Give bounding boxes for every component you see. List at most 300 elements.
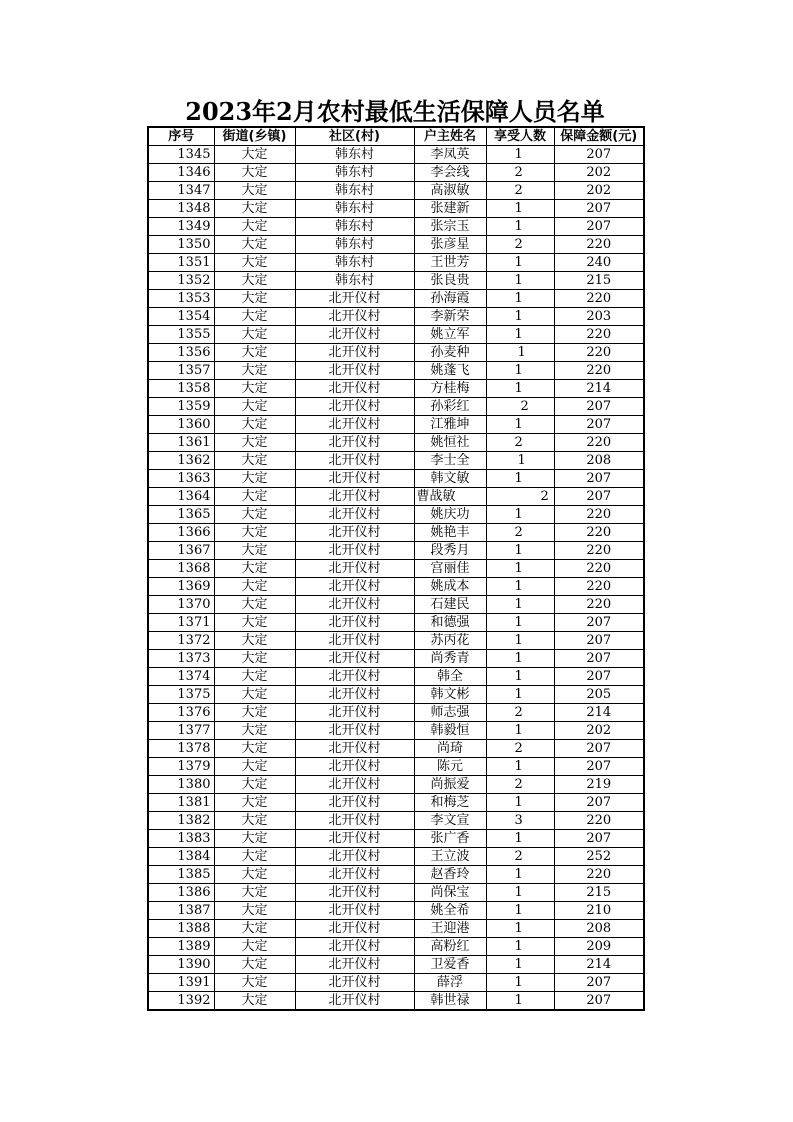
table-row <box>148 848 644 866</box>
beneficiary-count-cell: 1 <box>486 452 554 470</box>
householder-name-cell: 尚秀青 <box>414 650 486 668</box>
householder-name-cell: 姚全希 <box>414 902 486 920</box>
community-village-cell: 北开仪村 <box>295 848 414 866</box>
beneficiary-count-cell: 2 <box>486 236 554 254</box>
community-village-cell: 北开仪村 <box>295 794 414 812</box>
benefit-amount-cell: 207 <box>554 200 644 218</box>
street-town-cell: 大定 <box>214 326 295 344</box>
householder-name-cell: 韩世禄 <box>414 992 486 1011</box>
benefit-amount-cell: 220 <box>554 344 644 362</box>
benefit-amount-cell: 220 <box>554 434 644 452</box>
serial-number-cell: 1349 <box>148 218 214 236</box>
benefit-amount-cell: 240 <box>554 254 644 272</box>
householder-name-cell: 姚庆功 <box>414 506 486 524</box>
table-row <box>148 164 644 182</box>
serial-number-cell: 1364 <box>148 488 214 506</box>
street-town-cell: 大定 <box>214 200 295 218</box>
householder-name-cell: 姚蓬飞 <box>414 362 486 380</box>
street-town-cell: 大定 <box>214 452 295 470</box>
street-town-cell: 大定 <box>214 146 295 164</box>
table-row <box>148 146 644 164</box>
street-town-cell: 大定 <box>214 902 295 920</box>
street-town-cell: 大定 <box>214 650 295 668</box>
serial-number-cell: 1347 <box>148 182 214 200</box>
serial-number-cell: 1375 <box>148 686 214 704</box>
serial-number-cell: 1387 <box>148 902 214 920</box>
householder-name-cell: 宫丽佳 <box>414 560 486 578</box>
street-town-cell: 大定 <box>214 506 295 524</box>
street-town-cell: 大定 <box>214 686 295 704</box>
table-body <box>148 146 644 1011</box>
beneficiary-count-cell: 2 <box>486 182 554 200</box>
community-village-cell: 北开仪村 <box>295 830 414 848</box>
beneficiary-count-cell: 1 <box>486 470 554 488</box>
beneficiary-count-cell: 1 <box>486 272 554 290</box>
community-village-cell: 北开仪村 <box>295 956 414 974</box>
benefit-amount-cell: 207 <box>554 758 644 776</box>
table-row <box>148 938 644 956</box>
street-town-cell: 大定 <box>214 812 295 830</box>
street-town-cell: 大定 <box>214 182 295 200</box>
householder-name-cell: 江雅坤 <box>414 416 486 434</box>
householder-name-cell: 孙彩红 <box>414 398 486 416</box>
benefit-amount-cell: 205 <box>554 686 644 704</box>
benefit-recipients-table <box>147 126 645 1011</box>
serial-number-cell: 1368 <box>148 560 214 578</box>
householder-name-cell: 张建新 <box>414 200 486 218</box>
householder-name-cell: 张宗玉 <box>414 218 486 236</box>
serial-number-cell: 1361 <box>148 434 214 452</box>
serial-number-cell: 1377 <box>148 722 214 740</box>
beneficiary-count-cell: 2 <box>486 776 554 794</box>
benefit-amount-cell: 207 <box>554 470 644 488</box>
householder-name-cell: 尚琦 <box>414 740 486 758</box>
street-town-cell: 大定 <box>214 470 295 488</box>
street-town-cell: 大定 <box>214 704 295 722</box>
serial-number-cell: 1372 <box>148 632 214 650</box>
community-village-cell: 北开仪村 <box>295 470 414 488</box>
beneficiary-count-cell: 1 <box>486 938 554 956</box>
householder-name-cell: 王迎港 <box>414 920 486 938</box>
street-town-cell: 大定 <box>214 614 295 632</box>
table-row <box>148 596 644 614</box>
householder-name-cell: 陈元 <box>414 758 486 776</box>
street-town-cell: 大定 <box>214 542 295 560</box>
beneficiary-count-cell: 1 <box>486 254 554 272</box>
community-village-cell: 北开仪村 <box>295 488 414 506</box>
street-town-cell: 大定 <box>214 308 295 326</box>
beneficiary-count-cell: 3 <box>486 812 554 830</box>
street-town-cell: 大定 <box>214 218 295 236</box>
benefit-amount-cell: 215 <box>554 884 644 902</box>
beneficiary-count-cell: 1 <box>486 578 554 596</box>
street-town-cell: 大定 <box>214 380 295 398</box>
serial-number-cell: 1389 <box>148 938 214 956</box>
benefit-amount-cell: 207 <box>554 668 644 686</box>
community-village-cell: 北开仪村 <box>295 920 414 938</box>
householder-name-cell: 姚恒社 <box>414 434 486 452</box>
benefit-amount-cell: 220 <box>554 812 644 830</box>
beneficiary-count-cell: 1 <box>486 866 554 884</box>
community-village-cell: 北开仪村 <box>295 650 414 668</box>
serial-number-cell: 1345 <box>148 146 214 164</box>
serial-number-cell: 1391 <box>148 974 214 992</box>
benefit-amount-cell: 207 <box>554 398 644 416</box>
street-town-cell: 大定 <box>214 938 295 956</box>
community-village-cell: 北开仪村 <box>295 290 414 308</box>
street-town-cell: 大定 <box>214 632 295 650</box>
serial-number-cell: 1367 <box>148 542 214 560</box>
table-row <box>148 470 644 488</box>
householder-name-cell: 薛浮 <box>414 974 486 992</box>
householder-name-cell: 尚保宝 <box>414 884 486 902</box>
table-row <box>148 434 644 452</box>
street-town-cell: 大定 <box>214 524 295 542</box>
community-village-cell: 北开仪村 <box>295 542 414 560</box>
table-row <box>148 704 644 722</box>
benefit-amount-cell: 208 <box>554 920 644 938</box>
householder-name-cell: 张广香 <box>414 830 486 848</box>
benefit-amount-cell: 220 <box>554 524 644 542</box>
serial-number-cell: 1386 <box>148 884 214 902</box>
benefit-amount-cell: 208 <box>554 452 644 470</box>
table-row <box>148 992 644 1011</box>
benefit-amount-cell: 214 <box>554 380 644 398</box>
community-village-cell: 北开仪村 <box>295 398 414 416</box>
beneficiary-count-cell: 2 <box>486 434 554 452</box>
beneficiary-count-cell: 1 <box>486 290 554 308</box>
beneficiary-count-cell: 1 <box>486 326 554 344</box>
street-town-cell: 大定 <box>214 740 295 758</box>
beneficiary-count-cell: 1 <box>486 884 554 902</box>
serial-number-cell: 1370 <box>148 596 214 614</box>
table-row <box>148 614 644 632</box>
street-town-cell: 大定 <box>214 668 295 686</box>
householder-name-cell: 曹战敏 <box>414 488 486 506</box>
householder-name-cell: 张彦星 <box>414 236 486 254</box>
serial-number-cell: 1374 <box>148 668 214 686</box>
benefit-amount-cell: 207 <box>554 794 644 812</box>
serial-number-cell: 1378 <box>148 740 214 758</box>
table-row <box>148 416 644 434</box>
serial-number-cell: 1357 <box>148 362 214 380</box>
beneficiary-count-cell: 2 <box>486 524 554 542</box>
street-town-cell: 大定 <box>214 758 295 776</box>
community-village-cell: 北开仪村 <box>295 506 414 524</box>
serial-number-cell: 1354 <box>148 308 214 326</box>
community-village-cell: 北开仪村 <box>295 326 414 344</box>
benefit-amount-cell: 207 <box>554 632 644 650</box>
street-town-cell: 大定 <box>214 866 295 884</box>
table-row <box>148 506 644 524</box>
community-village-cell: 韩东村 <box>295 254 414 272</box>
table-row <box>148 668 644 686</box>
street-town-cell: 大定 <box>214 398 295 416</box>
street-town-cell: 大定 <box>214 884 295 902</box>
beneficiary-count-cell: 2 <box>486 704 554 722</box>
header-row <box>148 127 644 146</box>
serial-number-cell: 1363 <box>148 470 214 488</box>
street-town-cell: 大定 <box>214 830 295 848</box>
benefit-amount-cell: 220 <box>554 560 644 578</box>
community-village-cell: 北开仪村 <box>295 776 414 794</box>
table-row <box>148 578 644 596</box>
householder-name-cell: 韩毅恒 <box>414 722 486 740</box>
serial-number-cell: 1348 <box>148 200 214 218</box>
householder-name-cell: 王世芳 <box>414 254 486 272</box>
benefit-amount-cell: 207 <box>554 614 644 632</box>
street-town-cell: 大定 <box>214 434 295 452</box>
benefit-amount-cell: 207 <box>554 992 644 1011</box>
householder-name-cell: 师志强 <box>414 704 486 722</box>
beneficiary-count-cell: 2 <box>486 488 554 506</box>
street-town-cell: 大定 <box>214 272 295 290</box>
community-village-cell: 北开仪村 <box>295 758 414 776</box>
community-village-cell: 韩东村 <box>295 164 414 182</box>
benefit-amount-cell: 207 <box>554 650 644 668</box>
benefit-amount-cell: 202 <box>554 722 644 740</box>
benefit-amount-cell: 214 <box>554 956 644 974</box>
community-village-cell: 北开仪村 <box>295 452 414 470</box>
table-row <box>148 344 644 362</box>
table-row <box>148 794 644 812</box>
community-village-cell: 北开仪村 <box>295 524 414 542</box>
benefit-amount-cell: 220 <box>554 506 644 524</box>
serial-number-cell: 1373 <box>148 650 214 668</box>
table-row <box>148 632 644 650</box>
community-village-cell: 北开仪村 <box>295 632 414 650</box>
table-row <box>148 362 644 380</box>
serial-number-cell: 1369 <box>148 578 214 596</box>
serial-number-cell: 1362 <box>148 452 214 470</box>
street-town-cell: 大定 <box>214 596 295 614</box>
serial-number-cell: 1381 <box>148 794 214 812</box>
table-row <box>148 524 644 542</box>
serial-number-cell: 1353 <box>148 290 214 308</box>
benefit-amount-cell: 207 <box>554 416 644 434</box>
benefit-amount-cell: 207 <box>554 488 644 506</box>
householder-name-cell: 张良贵 <box>414 272 486 290</box>
table-row <box>148 290 644 308</box>
beneficiary-count-cell: 1 <box>486 218 554 236</box>
beneficiary-count-cell: 1 <box>486 686 554 704</box>
table-row <box>148 812 644 830</box>
householder-name-cell: 和梅芝 <box>414 794 486 812</box>
header-householder-name: 户主姓名 <box>414 127 486 146</box>
community-village-cell: 北开仪村 <box>295 560 414 578</box>
benefit-amount-cell: 209 <box>554 938 644 956</box>
serial-number-cell: 1352 <box>148 272 214 290</box>
table-row <box>148 200 644 218</box>
street-town-cell: 大定 <box>214 488 295 506</box>
beneficiary-count-cell: 2 <box>486 740 554 758</box>
householder-name-cell: 高粉红 <box>414 938 486 956</box>
community-village-cell: 北开仪村 <box>295 344 414 362</box>
benefit-amount-cell: 207 <box>554 740 644 758</box>
benefit-amount-cell: 220 <box>554 362 644 380</box>
householder-name-cell: 姚艳丰 <box>414 524 486 542</box>
benefit-amount-cell: 220 <box>554 236 644 254</box>
table-row <box>148 974 644 992</box>
benefit-amount-cell: 252 <box>554 848 644 866</box>
community-village-cell: 北开仪村 <box>295 740 414 758</box>
table-row <box>148 398 644 416</box>
community-village-cell: 北开仪村 <box>295 902 414 920</box>
beneficiary-count-cell: 1 <box>486 146 554 164</box>
benefit-amount-cell: 210 <box>554 902 644 920</box>
table-row <box>148 308 644 326</box>
street-town-cell: 大定 <box>214 344 295 362</box>
community-village-cell: 韩东村 <box>295 218 414 236</box>
street-town-cell: 大定 <box>214 722 295 740</box>
benefit-amount-cell: 220 <box>554 578 644 596</box>
table-row <box>148 272 644 290</box>
community-village-cell: 北开仪村 <box>295 380 414 398</box>
table-row <box>148 218 644 236</box>
beneficiary-count-cell: 1 <box>486 758 554 776</box>
community-village-cell: 北开仪村 <box>295 578 414 596</box>
serial-number-cell: 1355 <box>148 326 214 344</box>
street-town-cell: 大定 <box>214 974 295 992</box>
street-town-cell: 大定 <box>214 236 295 254</box>
serial-number-cell: 1376 <box>148 704 214 722</box>
table-row <box>148 542 644 560</box>
beneficiary-count-cell: 1 <box>486 380 554 398</box>
table-row <box>148 740 644 758</box>
householder-name-cell: 姚立军 <box>414 326 486 344</box>
beneficiary-count-cell: 1 <box>486 722 554 740</box>
table-row <box>148 560 644 578</box>
benefit-amount-cell: 207 <box>554 830 644 848</box>
table-row <box>148 902 644 920</box>
street-town-cell: 大定 <box>214 560 295 578</box>
community-village-cell: 北开仪村 <box>295 866 414 884</box>
householder-name-cell: 王立波 <box>414 848 486 866</box>
table-row <box>148 776 644 794</box>
document-title: 2023年2月农村最低生活保障人员名单 <box>185 97 605 126</box>
community-village-cell: 北开仪村 <box>295 668 414 686</box>
table-row <box>148 326 644 344</box>
table-row <box>148 866 644 884</box>
beneficiary-count-cell: 1 <box>486 308 554 326</box>
householder-name-cell: 苏丙花 <box>414 632 486 650</box>
beneficiary-count-cell: 1 <box>486 902 554 920</box>
table-row <box>148 182 644 200</box>
community-village-cell: 北开仪村 <box>295 812 414 830</box>
serial-number-cell: 1371 <box>148 614 214 632</box>
community-village-cell: 北开仪村 <box>295 416 414 434</box>
community-village-cell: 韩东村 <box>295 200 414 218</box>
benefit-amount-cell: 202 <box>554 164 644 182</box>
benefit-amount-cell: 220 <box>554 866 644 884</box>
serial-number-cell: 1356 <box>148 344 214 362</box>
householder-name-cell: 孙麦种 <box>414 344 486 362</box>
header-street-town: 街道(乡镇) <box>214 127 295 146</box>
community-village-cell: 韩东村 <box>295 146 414 164</box>
header-benefit-amount: 保障金额(元) <box>554 127 644 146</box>
householder-name-cell: 姚成本 <box>414 578 486 596</box>
benefit-amount-cell: 207 <box>554 218 644 236</box>
benefit-amount-cell: 219 <box>554 776 644 794</box>
community-village-cell: 北开仪村 <box>295 884 414 902</box>
beneficiary-count-cell: 1 <box>486 992 554 1011</box>
beneficiary-count-cell: 1 <box>486 614 554 632</box>
community-village-cell: 北开仪村 <box>295 596 414 614</box>
householder-name-cell: 李会线 <box>414 164 486 182</box>
benefit-amount-cell: 207 <box>554 146 644 164</box>
street-town-cell: 大定 <box>214 290 295 308</box>
table-row <box>148 650 644 668</box>
serial-number-cell: 1383 <box>148 830 214 848</box>
street-town-cell: 大定 <box>214 578 295 596</box>
serial-number-cell: 1365 <box>148 506 214 524</box>
table-row <box>148 254 644 272</box>
beneficiary-count-cell: 2 <box>486 398 554 416</box>
beneficiary-count-cell: 1 <box>486 506 554 524</box>
beneficiary-count-cell: 1 <box>486 596 554 614</box>
community-village-cell: 北开仪村 <box>295 434 414 452</box>
community-village-cell: 韩东村 <box>295 236 414 254</box>
table-row <box>148 722 644 740</box>
beneficiary-count-cell: 1 <box>486 542 554 560</box>
street-town-cell: 大定 <box>214 164 295 182</box>
serial-number-cell: 1390 <box>148 956 214 974</box>
beneficiary-count-cell: 1 <box>486 956 554 974</box>
table-row <box>148 452 644 470</box>
householder-name-cell: 和德强 <box>414 614 486 632</box>
householder-name-cell: 孙海霞 <box>414 290 486 308</box>
beneficiary-count-cell: 2 <box>486 164 554 182</box>
street-town-cell: 大定 <box>214 416 295 434</box>
benefit-amount-cell: 215 <box>554 272 644 290</box>
beneficiary-count-cell: 1 <box>486 794 554 812</box>
community-village-cell: 北开仪村 <box>295 722 414 740</box>
header-beneficiary-count: 享受人数 <box>486 127 554 146</box>
householder-name-cell: 段秀月 <box>414 542 486 560</box>
householder-name-cell: 韩文敏 <box>414 470 486 488</box>
benefit-amount-cell: 202 <box>554 182 644 200</box>
serial-number-cell: 1366 <box>148 524 214 542</box>
householder-name-cell: 石建民 <box>414 596 486 614</box>
serial-number-cell: 1360 <box>148 416 214 434</box>
community-village-cell: 北开仪村 <box>295 686 414 704</box>
table-row <box>148 758 644 776</box>
serial-number-cell: 1380 <box>148 776 214 794</box>
table-row <box>148 686 644 704</box>
table-row <box>148 956 644 974</box>
householder-name-cell: 方桂梅 <box>414 380 486 398</box>
street-town-cell: 大定 <box>214 920 295 938</box>
street-town-cell: 大定 <box>214 848 295 866</box>
householder-name-cell: 韩全 <box>414 668 486 686</box>
beneficiary-count-cell: 1 <box>486 650 554 668</box>
benefit-amount-cell: 220 <box>554 290 644 308</box>
serial-number-cell: 1388 <box>148 920 214 938</box>
table-row <box>148 884 644 902</box>
community-village-cell: 北开仪村 <box>295 938 414 956</box>
benefit-amount-cell: 203 <box>554 308 644 326</box>
street-town-cell: 大定 <box>214 776 295 794</box>
beneficiary-count-cell: 2 <box>486 848 554 866</box>
community-village-cell: 北开仪村 <box>295 362 414 380</box>
beneficiary-count-cell: 1 <box>486 920 554 938</box>
serial-number-cell: 1392 <box>148 992 214 1011</box>
benefit-amount-cell: 220 <box>554 326 644 344</box>
benefit-amount-cell: 214 <box>554 704 644 722</box>
street-town-cell: 大定 <box>214 992 295 1011</box>
header-community-village: 社区(村) <box>295 127 414 146</box>
community-village-cell: 北开仪村 <box>295 704 414 722</box>
